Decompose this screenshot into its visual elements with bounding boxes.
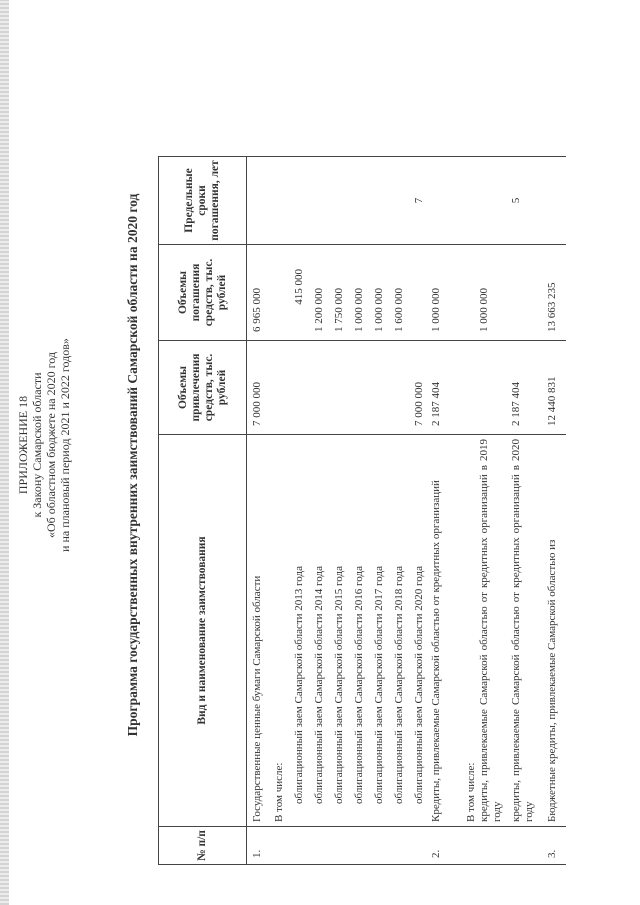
table-row <box>247 157 264 865</box>
table-row <box>286 157 306 865</box>
table-row <box>478 157 510 865</box>
row-kind: облигационный заем Самарской области 2013 года <box>292 566 305 804</box>
table-row <box>386 157 406 865</box>
row-repay <box>406 245 426 341</box>
row-term <box>346 157 366 245</box>
row-kind: облигационный заем Самарской области 2020 года <box>412 566 425 804</box>
row-repay: 1 600 000 <box>386 245 406 341</box>
row-repay: 13 663 235 <box>542 245 566 341</box>
row-kind: облигационный заем Самарской области 2016 года <box>352 566 365 804</box>
row-term <box>542 157 566 245</box>
row-term <box>306 157 326 245</box>
header-kind: Вид и наименование заимствования <box>159 435 247 827</box>
row-term <box>366 157 386 245</box>
row-raise <box>386 341 406 435</box>
header-raise: Объемы привлечения средств, тыс. рублей <box>159 341 247 435</box>
row-num <box>460 827 478 865</box>
appendix-label: ПРИЛОЖЕНИЕ 18 <box>16 395 30 495</box>
row-kind: облигационный заем Самарской области 2014 года <box>312 566 325 804</box>
row-raise <box>306 341 326 435</box>
row-raise <box>326 341 346 435</box>
header-num: № п/п <box>159 827 247 865</box>
table-row <box>406 157 426 865</box>
row-repay: 415 000 <box>286 245 306 341</box>
row-raise <box>286 341 306 435</box>
row-num: 1. <box>247 827 264 865</box>
row-raise <box>460 341 478 435</box>
law-period: и на плановый период 2021 и 2022 годов» <box>58 338 72 552</box>
row-raise: 2 187 404 <box>510 341 542 435</box>
row-term <box>326 157 346 245</box>
row-term <box>460 157 478 245</box>
row-num <box>406 827 426 865</box>
row-raise: 2 187 404 <box>426 341 460 435</box>
table-row <box>542 157 566 865</box>
row-repay: 1 000 000 <box>478 245 510 341</box>
document-title: Программа государственных внутренних заимствований Самарской области на 2020 год <box>125 193 140 737</box>
row-num <box>478 827 510 865</box>
row-raise: 7 000 000 <box>247 341 264 435</box>
row-term <box>286 157 306 245</box>
row-repay: 1 000 000 <box>346 245 366 341</box>
row-num <box>510 827 542 865</box>
row-term: 5 <box>510 157 542 245</box>
row-repay <box>460 245 478 341</box>
row-kind: Государственные ценные бумаги Самарской области <box>250 575 263 822</box>
table-row <box>264 157 286 865</box>
table-row <box>366 157 386 865</box>
row-num: 3. <box>542 827 566 865</box>
row-term <box>386 157 406 245</box>
borrowing-table <box>158 156 566 865</box>
row-term: 7 <box>406 157 426 245</box>
row-term <box>264 157 286 245</box>
row-kind: облигационный заем Самарской области 2017 года <box>372 566 385 804</box>
row-num <box>346 827 366 865</box>
row-kind: В том числе: <box>464 762 477 822</box>
row-term <box>426 157 460 245</box>
row-raise: 12 440 831 <box>542 341 566 435</box>
row-kind: облигационный заем Самарской области 2018 года <box>392 566 405 804</box>
row-num <box>306 827 326 865</box>
row-term <box>478 157 510 245</box>
row-repay <box>510 245 542 341</box>
row-repay <box>264 245 286 341</box>
row-raise <box>478 341 510 435</box>
table-row <box>460 157 478 865</box>
row-kind: В том числе: <box>272 762 285 822</box>
row-num <box>264 827 286 865</box>
row-num <box>286 827 306 865</box>
table-row <box>426 157 460 865</box>
row-kind: кредиты, привлекаемые Самарской областью от кредитных организаций в 2019 году <box>477 439 503 822</box>
row-repay: 1 000 000 <box>366 245 386 341</box>
row-kind: облигационный заем Самарской области 2015 года <box>332 566 345 804</box>
row-repay: 1 000 000 <box>426 245 460 341</box>
law-title: «Об областном бюджете на 2020 год <box>44 352 58 538</box>
table-row <box>306 157 326 865</box>
row-num <box>366 827 386 865</box>
row-raise: 7 000 000 <box>406 341 426 435</box>
row-kind: Кредиты, привлекаемые Самарской областью от кредитных организаций <box>429 480 442 822</box>
row-kind: Бюджетные кредиты, привлекаемые Самарской областью из <box>545 539 558 822</box>
row-num <box>386 827 406 865</box>
row-repay: 1 200 000 <box>306 245 326 341</box>
header-term: Предельные сроки погашения, лет <box>159 157 247 245</box>
table-row <box>326 157 346 865</box>
law-reference: к Закону Самарской области <box>30 372 44 518</box>
row-raise <box>346 341 366 435</box>
row-num <box>326 827 346 865</box>
row-repay: 6 965 000 <box>247 245 264 341</box>
table-row <box>346 157 366 865</box>
header-repay: Объемы погашения средств, тыс. рублей <box>159 245 247 341</box>
row-term <box>247 157 264 245</box>
table-row <box>510 157 542 865</box>
row-raise <box>366 341 386 435</box>
row-raise <box>264 341 286 435</box>
row-kind: кредиты, привлекаемые Самарской областью от кредитных организаций в 2020 году <box>509 439 535 822</box>
row-num: 2. <box>426 827 460 865</box>
row-repay: 1 750 000 <box>326 245 346 341</box>
